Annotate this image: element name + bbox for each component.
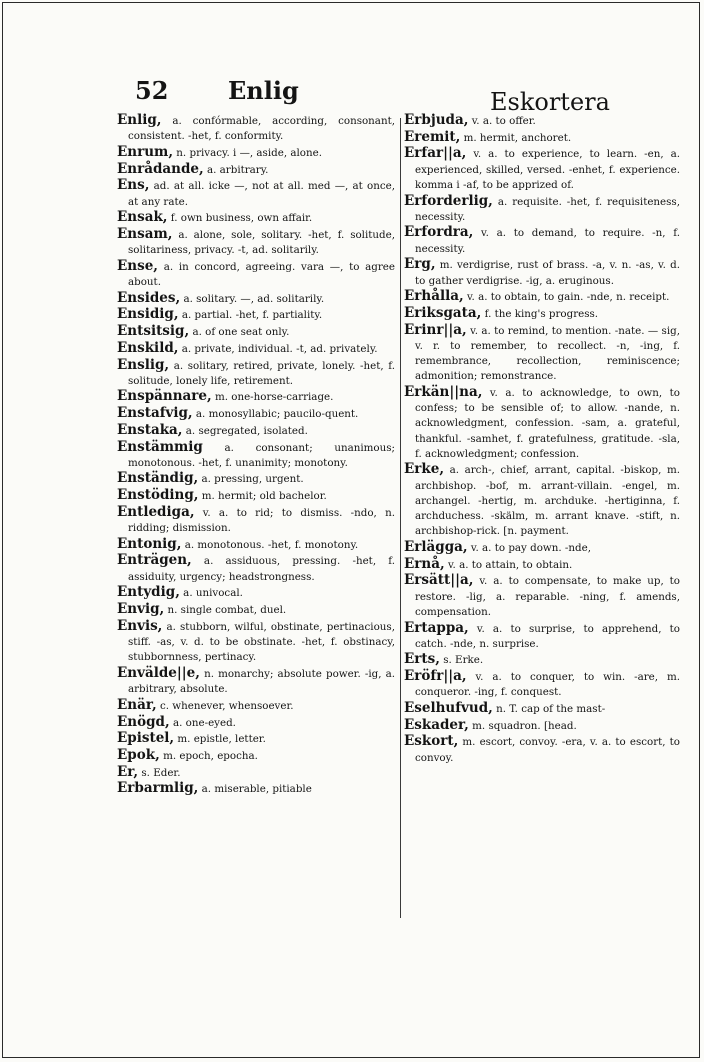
entry-definition: m. epoch, epocha. <box>159 749 258 762</box>
entry-headword: Ens, <box>117 177 150 194</box>
dictionary-entry <box>117 178 395 209</box>
dictionary-entry <box>117 423 395 439</box>
entry-definition: n. privacy. i —, aside, alone. <box>173 146 322 159</box>
entry-definition: m. hermit; old bachelor. <box>198 490 327 503</box>
dictionary-entry <box>117 602 395 618</box>
entry-definition: m. squadron. [head. <box>468 719 577 732</box>
entry-headword: Ensak, <box>117 209 168 226</box>
dictionary-entry <box>404 130 680 146</box>
entry-definition: a. private, individual. -t, ad. privately. <box>178 342 378 355</box>
entry-headword: Enär, <box>117 696 157 713</box>
entry-definition: v. a. to experience, to learn. -en, a. experienced, skilled, versed. -enhet, f. experience. komma i -af, to be apprized of. <box>415 148 680 191</box>
dictionary-entry <box>117 731 395 747</box>
dictionary-entry <box>117 619 395 666</box>
dictionary-entry <box>117 440 395 471</box>
entry-headword: Erinr||a, <box>404 321 467 338</box>
entry-headword: Erkän||na, <box>404 383 483 400</box>
column-divider <box>400 118 401 918</box>
entry-headword: Ense, <box>117 257 158 274</box>
entry-headword: Envig, <box>117 601 165 618</box>
entry-definition: a. of one seat only. <box>189 326 290 339</box>
dictionary-entry <box>117 259 395 290</box>
dictionary-entry <box>117 162 395 178</box>
entry-headword: Enrådande, <box>117 160 204 177</box>
entry-headword: Entonig, <box>117 535 182 552</box>
entry-definition: c. whenever, whensoever. <box>156 699 294 712</box>
entry-definition: v. a. to remind, to mention. -nate. — sig, v. r. to remember, to recollect. -n, -ing, f. remembrance, recollection, reminiscence; admonition; remonstrance. <box>415 324 680 383</box>
dictionary-entry <box>404 718 680 734</box>
entry-definition: a. partial. -het, f. partiality. <box>178 309 323 322</box>
entry-headword: Erhålla, <box>404 288 464 305</box>
dictionary-entry <box>117 553 395 584</box>
entry-definition: a. confórmable, according, consonant, consistent. -het, f. conformity. <box>128 115 395 143</box>
entry-headword: Eremit, <box>404 128 461 145</box>
entry-definition: a. consonant; unanimous; monotonous. -het, f. unanimity; monotony. <box>128 441 395 469</box>
entry-headword: Eskader, <box>404 716 469 733</box>
entry-headword: Erfordra, <box>404 224 474 241</box>
entry-headword: Erke, <box>404 461 445 478</box>
entry-headword: Ensidig, <box>117 306 179 323</box>
entry-headword: Ensam, <box>117 225 173 242</box>
entry-headword: Ersätt||a, <box>404 572 474 589</box>
entry-definition: a. miserable, pitiable <box>198 783 312 796</box>
entry-definition: a. segregated, isolated. <box>182 424 308 437</box>
entry-headword: Envis, <box>117 617 163 634</box>
dictionary-entry <box>117 505 395 536</box>
dictionary-entry <box>117 488 395 504</box>
entry-definition: a. requisite. -het, f. requisiteness, necessity. <box>415 195 680 223</box>
entry-definition: v. a. to demand, to require. -n, f. necessity. <box>415 227 680 255</box>
dictionary-entry <box>404 194 680 225</box>
dictionary-entry <box>117 781 395 797</box>
entry-headword: Enögd, <box>117 713 170 730</box>
dictionary-entry <box>404 734 680 765</box>
entry-headword: Enlig, <box>117 113 162 128</box>
entry-headword: Enstaka, <box>117 421 183 438</box>
entry-definition: v. a. to acknowledge, to own, to confess; to be sensible of; to allow. -nande, n. acknowledgment, confession. -sam, a. grateful, thankful. -samhet, f. gratefulness, gratitude. -sla, f. acknowledgment; confession. <box>415 386 680 460</box>
entry-definition: a. in concord, agreeing. vara —, to agree about. <box>128 260 395 289</box>
dictionary-entry <box>117 698 395 714</box>
entry-headword: Enstafvig, <box>117 405 193 422</box>
entry-headword: Eselhufvud, <box>404 700 493 717</box>
entry-definition: v. a. to pay down. -nde, <box>467 541 591 554</box>
entry-definition: a. solitary. —, ad. solitarily. <box>180 292 325 305</box>
entry-definition: a. arch-, chief, arrant, capital. -biskop, m. archbishop. -bof, m. arrant-villain. -engel, m. archangel. -hertig, m. archduke. -hertiginna, f. archduchess. -skälm, m. arrant knave. -stift, n. archbishop-rick. [n. payment. <box>415 464 680 538</box>
dictionary-entry <box>117 537 395 553</box>
entry-definition: v. a. to obtain, to gain. -nde, n. receipt. <box>463 291 670 304</box>
dictionary-entry <box>404 540 680 556</box>
entry-definition: f. the king's progress. <box>481 307 599 320</box>
entry-definition: v. a. to surprise, to apprehend, to catch. -nde, n. surprise. <box>415 622 680 650</box>
entry-definition: a. pressing, urgent. <box>198 473 304 486</box>
dictionary-entry <box>404 557 680 573</box>
entry-definition: m. escort, convoy. -era, v. a. to escort, to convoy. <box>415 736 680 764</box>
entry-definition: m. one-horse-carriage. <box>211 391 334 404</box>
entry-headword: Erfar||a, <box>404 145 467 162</box>
left-column <box>117 113 395 925</box>
left-guide-word: Enlig <box>228 76 299 105</box>
entry-definition: s. Eder. <box>138 766 181 779</box>
entry-definition: m. hermit, anchoret. <box>460 131 572 144</box>
entry-definition: n. single combat, duel. <box>164 604 287 617</box>
entry-definition: a. monotonous. -het, f. monotony. <box>181 538 359 551</box>
entry-definition: v. a. to compensate, to make up, to restore. -lig, a. reparable. -ning, f. amends, compensation. <box>415 575 680 618</box>
dictionary-entry <box>404 462 680 539</box>
entry-headword: Ertappa, <box>404 619 469 636</box>
entry-headword: Enstämmig <box>117 438 203 455</box>
dictionary-entry <box>404 621 680 652</box>
dictionary-entry <box>117 748 395 764</box>
entry-definition: a. univocal. <box>179 587 243 600</box>
entry-headword: Eriksgata, <box>404 304 482 321</box>
dictionary-entry <box>404 146 680 193</box>
entry-definition: s. Erke. <box>439 654 484 667</box>
entry-headword: Erlägga, <box>404 538 468 555</box>
entry-headword: Entydig, <box>117 584 180 601</box>
dictionary-entry <box>404 573 680 620</box>
entry-headword: Enskild, <box>117 339 179 356</box>
dictionary-entry <box>117 113 395 144</box>
entry-definition: a. one-eyed. <box>169 716 236 729</box>
dictionary-entry <box>117 358 395 389</box>
entry-definition: v. a. to conquer, to win. -are, m. conqueror. -ing, f. conquest. <box>415 671 680 699</box>
entry-headword: Enspännare, <box>117 388 212 405</box>
dictionary-entry <box>117 324 395 340</box>
dictionary-entry <box>404 225 680 256</box>
entry-headword: Enträgen, <box>117 552 192 569</box>
dictionary-entry <box>404 257 680 288</box>
entry-headword: Enständig, <box>117 470 199 487</box>
dictionary-entry <box>117 585 395 601</box>
entry-headword: Enstöding, <box>117 487 199 504</box>
page-number: 52 <box>135 76 169 105</box>
dictionary-entry <box>404 385 680 462</box>
page-header <box>0 76 704 116</box>
entry-definition: a. solitary, retired, private, lonely. -het, f. solitude, lonely life, retirement. <box>128 359 395 387</box>
entry-definition: n. monarchy; absolute power. -ig, a. arbitrary, absolute. <box>128 667 395 696</box>
dictionary-entry <box>404 669 680 700</box>
dictionary-entry <box>404 323 680 385</box>
entry-headword: Enslig, <box>117 356 170 373</box>
dictionary-entry <box>404 113 680 129</box>
right-guide-word: Eskortera <box>490 88 610 116</box>
entry-headword: Eröfr||a, <box>404 668 467 685</box>
entry-headword: Erbjuda, <box>404 113 469 128</box>
entry-headword: Erts, <box>404 651 440 668</box>
entry-headword: Entsitsig, <box>117 323 190 340</box>
dictionary-entry <box>117 145 395 161</box>
entry-definition: a. monosyllabic; paucilo-quent. <box>192 408 359 421</box>
entry-definition: n. T. cap of the mast- <box>492 703 606 716</box>
entry-definition: a. arbitrary. <box>203 163 269 176</box>
dictionary-entry <box>117 341 395 357</box>
entry-headword: Ernå, <box>404 555 445 572</box>
dictionary-entry <box>404 701 680 717</box>
entry-definition: m. verdigrise, rust of brass. -a, v. n. -as, v. d. to gather verdigrise. -ig, a. eruginous. <box>415 259 680 287</box>
dictionary-entry <box>117 307 395 323</box>
entry-definition: f. own business, own affair. <box>167 212 313 225</box>
dictionary-entry <box>404 652 680 668</box>
dictionary-entry <box>117 471 395 487</box>
entry-headword: Entledigа, <box>117 503 195 520</box>
dictionary-entry <box>117 765 395 781</box>
entry-definition: a. assiduous, pressing. -het, f. assiduity, urgency; headstrongness. <box>128 555 395 583</box>
entry-headword: Erg, <box>404 256 436 273</box>
entry-definition: m. epistle, letter. <box>174 733 266 746</box>
entry-definition: v. a. to attain, to obtain. <box>444 558 573 571</box>
entry-headword: Envälde||e, <box>117 664 200 681</box>
dictionary-entry <box>117 715 395 731</box>
dictionary-entry <box>117 406 395 422</box>
dictionary-entry <box>117 666 395 697</box>
entry-headword: Epok, <box>117 746 160 763</box>
right-column <box>404 113 680 925</box>
entry-definition: v. a. to rid; to dismiss. -ndо, n. ridding; dismission. <box>128 506 395 535</box>
entry-definition: v. a. to offer. <box>468 115 536 127</box>
entry-definition: a. alone, sole, solitary. -het, f. solitude, solitariness, privacy. -t, ad. solitarily. <box>128 228 395 257</box>
dictionary-entry <box>117 210 395 226</box>
entry-definition: ad. at all. icke —, not at all. med —, at once, at any rate. <box>128 180 395 208</box>
entry-headword: Er, <box>117 763 139 780</box>
dictionary-entry <box>404 289 680 305</box>
entry-headword: Ensides, <box>117 289 181 306</box>
entry-headword: Eskort, <box>404 733 459 750</box>
dictionary-entry <box>117 291 395 307</box>
entry-headword: Epistel, <box>117 730 175 747</box>
dictionary-entry <box>117 227 395 258</box>
dictionary-entry <box>404 306 680 322</box>
dictionary-entry <box>117 389 395 405</box>
entry-headword: Enrum, <box>117 143 174 160</box>
entry-definition: a. stubborn, wilful, obstinate, pertinacious, stiff. -as, v. d. to be obstinate. -het, f. obstinacy, stubbornness, pertinacy. <box>128 620 395 664</box>
entry-headword: Erforderlig, <box>404 192 493 209</box>
entry-headword: Erbarmlig, <box>117 780 199 797</box>
